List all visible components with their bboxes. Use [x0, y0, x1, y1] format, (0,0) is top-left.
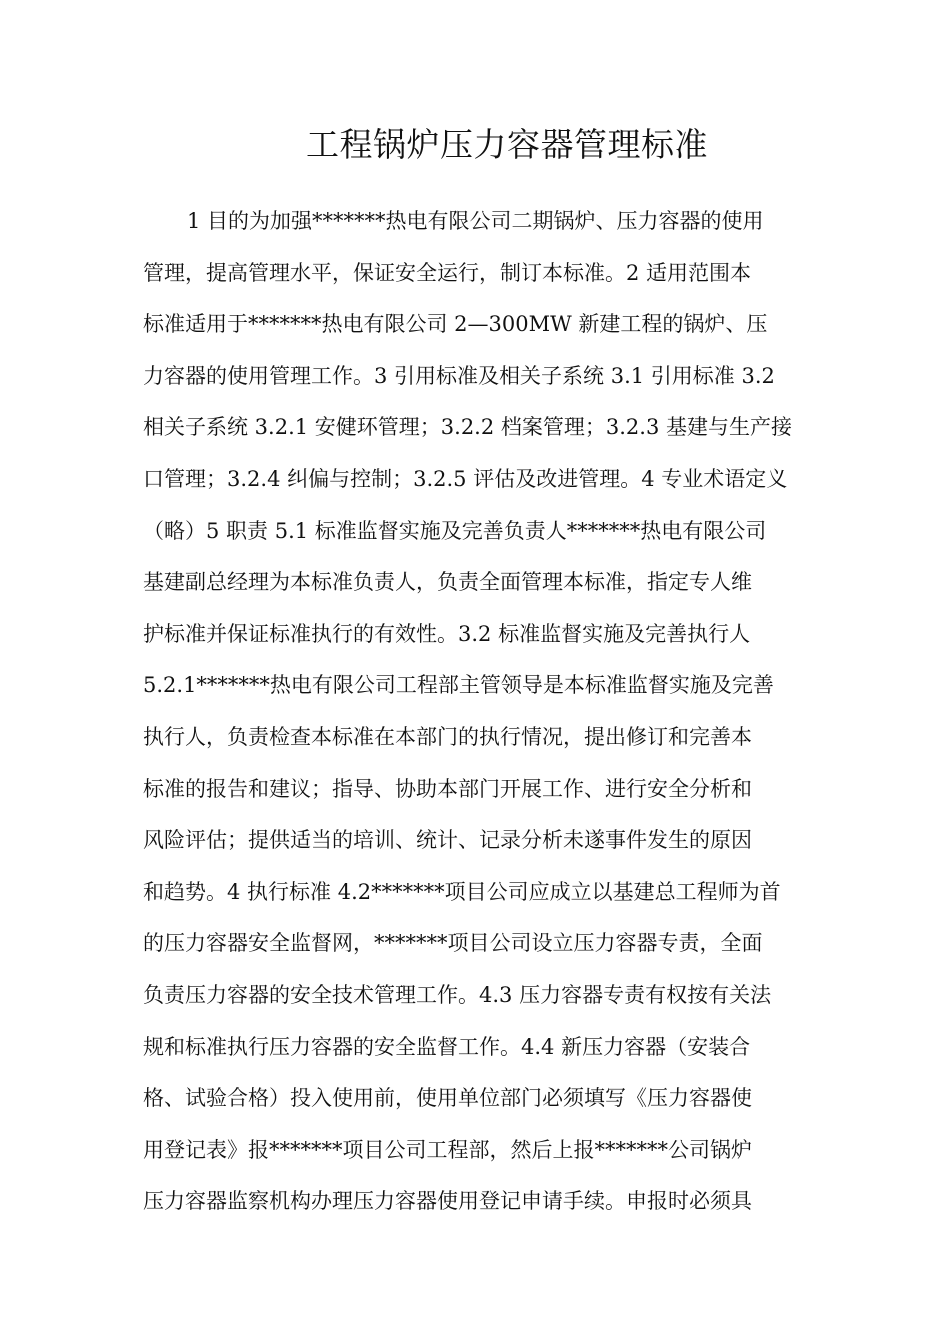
body-line: 口管理；3.2.4 纠偏与控制；3.2.5 评估及改进管理。4 专业术语定义: [143, 466, 788, 491]
document-body: [143, 196, 823, 1228]
document-title: 工程锅炉压力容器管理标准: [306, 125, 708, 164]
body-line: 标准的报告和建议；指导、协助本部门开展工作、进行安全分析和: [143, 776, 752, 801]
body-line: 护标准并保证标准执行的有效性。3.2 标准监督实施及完善执行人: [143, 621, 751, 646]
body-line: 的压力容器安全监督网，*******项目公司设立压力容器专责，全面: [143, 931, 763, 956]
body-line: 5.2.1*******热电有限公司工程部主管领导是本标准监督实施及完善: [143, 673, 774, 698]
body-line: 基建副总经理为本标准负责人，负责全面管理本标准，指定专人维: [143, 570, 752, 595]
body-line: 和趋势。4 执行标准 4.2*******项目公司应成立以基建总工程师为首: [143, 879, 781, 904]
body-line: 标准适用于*******热电有限公司 2—300MW 新建工程的锅炉、压: [143, 312, 768, 337]
body-line: 管理，提高管理水平，保证安全运行，制订本标准。2 适用范围本: [143, 260, 752, 285]
body-line: （略）5 职责 5.1 标准监督实施及完善负责人*******热电有限公司: [143, 518, 767, 543]
body-line: 1 目的为加强*******热电有限公司二期锅炉、压力容器的使用: [187, 209, 764, 233]
body-line: 力容器的使用管理工作。3 引用标准及相关子系统 3.1 引用标准 3.2: [143, 363, 775, 388]
body-line: 相关子系统 3.2.1 安健环管理；3.2.2 档案管理；3.2.3 基建与生产接: [143, 415, 792, 440]
body-line: 规和标准执行压力容器的安全监督工作。4.4 新压力容器（安装合: [143, 1034, 751, 1059]
body-line: 格、试验合格）投入使用前，使用单位部门必须填写《压力容器使: [143, 1086, 752, 1111]
body-line: 风险评估；提供适当的培训、统计、记录分析未遂事件发生的原因: [143, 828, 752, 853]
body-line: 执行人，负责检查本标准在本部门的执行情况，提出修订和完善本: [143, 724, 752, 749]
body-line: 用登记表》报*******项目公司工程部，然后上报*******公司锅炉: [143, 1137, 752, 1162]
body-line: 压力容器监察机构办理压力容器使用登记申请手续。申报时必须具: [143, 1189, 752, 1214]
body-line: 负责压力容器的安全技术管理工作。4.3 压力容器专责有权按有关法: [143, 982, 772, 1007]
